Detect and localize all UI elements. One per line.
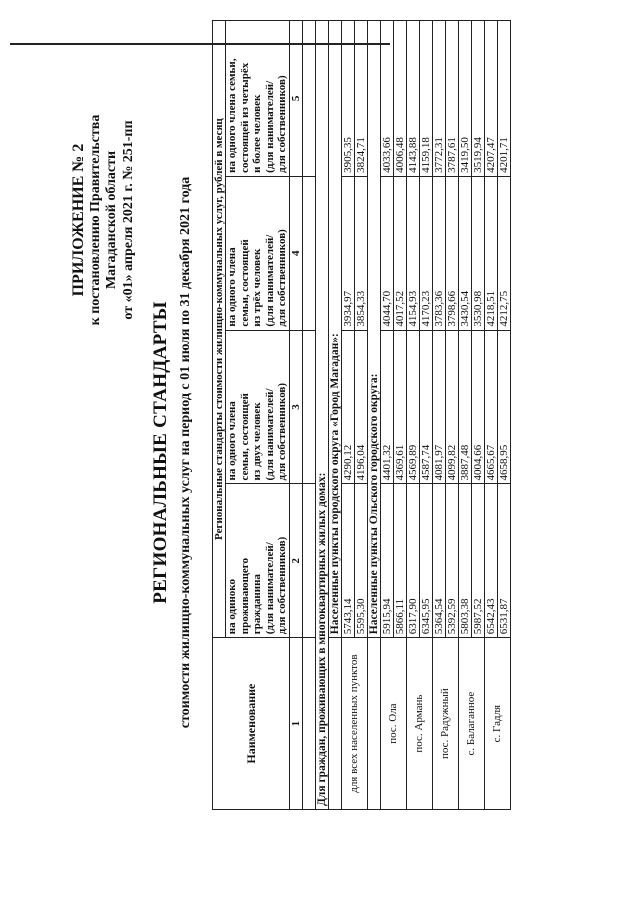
value-cell (419, 21, 432, 177)
column-header-line: (для нанимателей/ (263, 234, 276, 327)
empty-cell (302, 484, 315, 638)
value-cell (419, 484, 432, 638)
column-header-line: на одного члена (226, 247, 238, 327)
empty-cell (302, 21, 315, 177)
value-cell (497, 176, 510, 330)
value-text: 3519,94 (471, 137, 484, 173)
column-header-2 (226, 484, 290, 638)
value-cell (458, 176, 471, 330)
value-cell (458, 21, 471, 177)
value-cell (471, 21, 484, 177)
column-header-line: из трёх человек (251, 248, 263, 327)
value-text: 4569,89 (406, 444, 419, 481)
value-cell (393, 176, 406, 330)
value-text: 3772,31 (432, 137, 445, 173)
value-cell (432, 176, 445, 330)
settlement-name-text: с. Балаганное (465, 691, 477, 756)
name-header (213, 638, 290, 810)
section-title: Для граждан, проживающих в многоквартирных жилых домах: (315, 472, 328, 806)
title-main: РЕГИОНАЛЬНЫЕ СТАНДАРТЫ (150, 301, 171, 604)
column-header-line: на одного члена семьи, (226, 58, 238, 173)
settlement-name-text: для всех населенных пунктов (348, 654, 360, 793)
title-sub: стоимости жилищно-коммунальных услуг на период с 01 июля по 31 декабря 2021 года (178, 176, 193, 729)
section-row (315, 21, 328, 810)
standards-table (212, 20, 511, 810)
group-header (213, 21, 226, 638)
value-text: 5866,11 (393, 598, 406, 635)
value-text: 4044,70 (380, 290, 393, 327)
value-cell (484, 330, 497, 484)
value-cell (354, 484, 367, 638)
value-cell (393, 21, 406, 177)
value-cell (341, 330, 354, 484)
value-text: 4004,66 (471, 444, 484, 481)
value-text: 5987,52 (471, 598, 484, 635)
column-header-line: на одиноко (226, 579, 238, 635)
value-cell (380, 330, 393, 484)
settlement-name-text: пос. Ола (387, 703, 399, 744)
table-row (458, 21, 471, 810)
settlement-name-text: пос. Радужный (439, 688, 451, 759)
value-cell (484, 176, 497, 330)
appendix-ref-line1: к постановлению Правительства (88, 114, 104, 326)
table-row (406, 21, 419, 810)
value-cell (471, 484, 484, 638)
value-cell (497, 330, 510, 484)
value-text: 4369,61 (393, 444, 406, 481)
value-text: 4159,18 (419, 137, 432, 173)
column-header-line: (для нанимателей/ (263, 388, 276, 481)
value-text: 4207,47 (484, 137, 497, 173)
column-number-text: 2 (289, 558, 302, 564)
column-header-line: гражданина (251, 574, 263, 635)
value-text: 3798,66 (445, 290, 458, 327)
value-text: 3905,35 (341, 137, 354, 173)
column-header-line: проживающего (238, 558, 251, 635)
value-text: 3783,36 (432, 290, 445, 327)
value-cell (341, 176, 354, 330)
value-text: 3824,71 (354, 137, 367, 173)
settlement-name-text: пос. Армань (413, 694, 425, 753)
value-cell (484, 21, 497, 177)
group-row (328, 21, 341, 638)
value-cell (419, 176, 432, 330)
appendix-number: ПРИЛОЖЕНИЕ № 2 (70, 143, 87, 297)
value-text: 3530,98 (471, 290, 484, 327)
value-text: 4099,82 (445, 444, 458, 481)
value-text: 4401,32 (380, 444, 393, 481)
value-cell (445, 330, 458, 484)
value-text: 4033,66 (380, 137, 393, 173)
appendix-ref-line2: Магаданской области (104, 150, 120, 290)
group-title: Населенные пункты городского округа «Город Магадан»: (328, 333, 341, 635)
column-number-text: 5 (289, 95, 302, 102)
settlement-name-text: с. Гадля (491, 704, 503, 743)
value-text: 4587,74 (419, 444, 432, 481)
column-header-line: (для нанимателей/ (263, 80, 276, 173)
value-text: 6345,95 (419, 598, 432, 635)
column-header-line: на одного члена (226, 401, 238, 481)
value-text: 5743,14 (341, 598, 354, 635)
value-cell (406, 484, 419, 638)
column-header-line: для собственников) (276, 382, 288, 481)
empty-cell (302, 638, 315, 810)
value-cell (471, 176, 484, 330)
value-text: 5803,38 (458, 598, 471, 635)
table-row (432, 21, 445, 810)
value-text: 4212,75 (497, 290, 510, 327)
table-row (484, 21, 497, 810)
value-cell (406, 176, 419, 330)
value-cell (354, 330, 367, 484)
value-text: 3430,54 (458, 290, 471, 327)
value-cell (419, 330, 432, 484)
name-header-text: Наименование (243, 683, 258, 764)
value-text: 3787,61 (445, 137, 458, 173)
value-text: 5915,94 (380, 598, 393, 635)
column-number (289, 484, 302, 638)
value-cell (432, 21, 445, 177)
value-text: 4017,52 (393, 290, 406, 327)
value-cell (432, 330, 445, 484)
group-header-text: Региональные стандарты стоимости жилищно-коммунальных услуг, рублей в месяц (213, 118, 225, 540)
value-cell (445, 484, 458, 638)
value-cell (380, 484, 393, 638)
value-text: 4658,95 (497, 444, 510, 481)
settlement-name (432, 638, 458, 810)
value-text: 5364,54 (432, 598, 445, 635)
column-header-line: семьи, состоящей (238, 393, 251, 481)
value-text: 4665,67 (484, 444, 497, 481)
value-cell (354, 21, 367, 177)
column-number (289, 176, 302, 330)
column-header-line: для собственников) (276, 536, 288, 635)
value-cell (393, 330, 406, 484)
empty-cell (328, 638, 341, 810)
column-header-line: для собственников) (276, 75, 288, 173)
value-text: 4196,04 (354, 444, 367, 481)
column-header-line: и более человек (251, 94, 263, 173)
column-number-text: 1 (289, 720, 302, 727)
document-title (150, 0, 194, 905)
value-cell (380, 21, 393, 177)
appendix-header (70, 40, 137, 400)
value-cell (341, 21, 354, 177)
value-cell (458, 330, 471, 484)
column-number (289, 21, 302, 177)
value-text: 4143,88 (406, 137, 419, 173)
value-text: 4290,12 (341, 444, 354, 481)
value-cell (406, 21, 419, 177)
value-text: 4170,23 (419, 290, 432, 327)
value-cell (432, 484, 445, 638)
column-header-line: (для нанимателей/ (263, 542, 276, 635)
settlement-name (406, 638, 432, 810)
value-cell (445, 21, 458, 177)
table-row (380, 21, 393, 810)
value-text: 4006,48 (393, 137, 406, 173)
value-text: 3887,48 (458, 444, 471, 481)
value-cell (484, 484, 497, 638)
value-cell (471, 330, 484, 484)
column-header-4 (226, 176, 290, 330)
column-header-5 (226, 21, 290, 177)
appendix-ref-date: от «01» апреля 2021 г. № 251-пп (120, 120, 136, 320)
value-text: 3419,50 (458, 137, 471, 173)
value-text: 6531,87 (497, 598, 510, 635)
value-cell (380, 176, 393, 330)
value-text: 4201,71 (497, 137, 510, 173)
value-cell (458, 484, 471, 638)
value-text: 3934,97 (341, 290, 354, 327)
column-number (289, 638, 302, 810)
value-text: 4154,93 (406, 290, 419, 327)
value-text: 6317,90 (406, 598, 419, 635)
value-text: 4081,97 (432, 444, 445, 481)
value-cell (497, 484, 510, 638)
column-header-line: семьи, состоящей (238, 239, 251, 327)
value-cell (406, 330, 419, 484)
settlement-name (380, 638, 406, 810)
table-row (341, 21, 354, 810)
group-row (367, 21, 380, 638)
value-text: 6542,43 (484, 598, 497, 635)
value-text: 5392,59 (445, 598, 458, 635)
value-text: 4218,51 (484, 290, 497, 327)
settlement-name (484, 638, 510, 810)
column-number (289, 330, 302, 484)
value-cell (354, 176, 367, 330)
group-title: Населенные пункты Ольского городского округа: (367, 373, 380, 635)
column-header-line: для собственников) (276, 229, 288, 327)
empty-cell (302, 176, 315, 330)
column-header-line: состоящей из четырёх (238, 62, 251, 173)
column-number-text: 3 (289, 404, 302, 410)
column-number-text: 4 (289, 250, 302, 256)
settlement-name (458, 638, 484, 810)
empty-cell (302, 330, 315, 484)
value-cell (445, 176, 458, 330)
column-header-line: из двух человек (251, 402, 263, 481)
settlement-name (341, 638, 367, 810)
column-header-3 (226, 330, 290, 484)
empty-cell (367, 638, 380, 810)
value-text: 5595,30 (354, 598, 367, 635)
value-cell (341, 484, 354, 638)
value-cell (497, 21, 510, 177)
value-text: 3854,33 (354, 290, 367, 327)
value-cell (393, 484, 406, 638)
